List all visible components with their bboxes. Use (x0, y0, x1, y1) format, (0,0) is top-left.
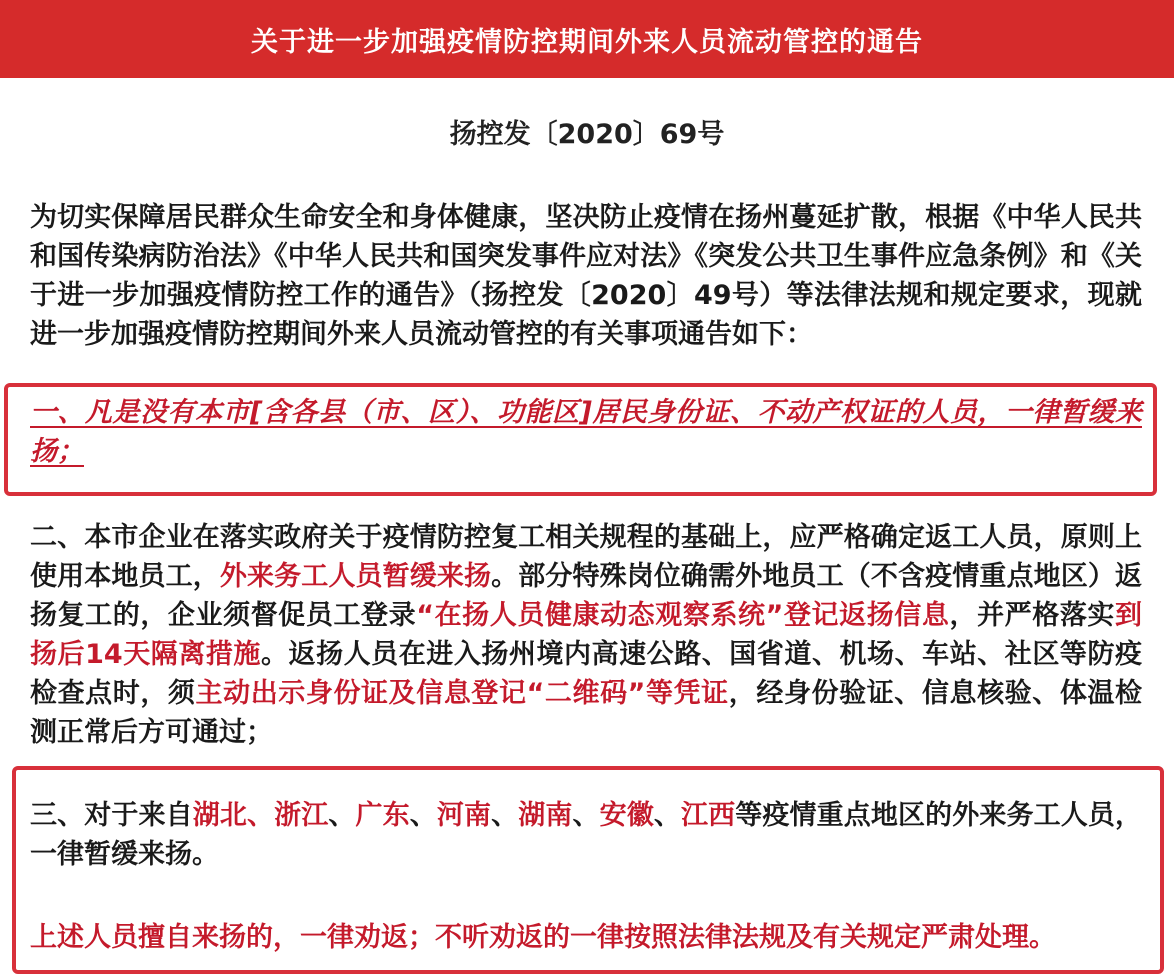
region-name: 安徽 (599, 800, 654, 831)
item2-text: ，经身份验证、信息核验、体温检测正常后方可通过； (30, 678, 1143, 748)
document-number: 扬控发〔2020〕69号 (449, 119, 725, 150)
region-name: 浙江 (274, 800, 329, 831)
region-separator: 、 (409, 800, 437, 831)
item2-paragraph (30, 518, 1142, 752)
item2-highlight: 主动出示身份证及信息登记“二维码”等凭证 (195, 678, 729, 709)
notice-title: 关于进一步加强疫情防控期间外来人员流动管控的通告 (251, 26, 923, 58)
region-name: 河南 (436, 800, 492, 831)
item1-paragraph: 一、凡是没有本市[含各县（市、区）、功能区]居民身份证、不动产权证的人员，一律暂缓来扬； (30, 397, 1142, 467)
region-separator: 、 (247, 800, 275, 831)
warning-paragraph: 上述人员擅自来扬的，一律劝返；不听劝返的一律按照法律法规及有关规定严肃处理。 (30, 922, 1056, 953)
item3-prefix: 三、对于来自 (30, 800, 193, 831)
region-separator: 、 (491, 800, 519, 831)
region-name: 湖北 (192, 800, 247, 831)
region-name: 广东 (355, 800, 410, 831)
region-separator: 、 (328, 800, 356, 831)
item2-highlight: “在扬人员健康动态观察系统”登记返扬信息 (416, 600, 950, 631)
item2-text: 。部分特殊岗位确需外地员工（不含疫情重点地区）返扬复工的，企业须督促员工登录 (30, 561, 1142, 631)
item2-highlight: 到扬后14天隔离措施 (30, 600, 1143, 670)
item2-text: 二、本市企业在落实政府关于疫情防控复工相关规程的基础上，应严格确定返工人员，原则上使用本地员工， (30, 522, 1142, 592)
intro-paragraph: 为切实保障居民群众生命安全和身体健康，坚决防止疫情在扬州蔓延扩散，根据《中华人民共和国传染病防治法》《中华人民共和国突发事件应对法》《突发公共卫生事件应急条例》和《关于进一步加强疫情防控工作的通告》（扬控发〔2020〕49号）等法律法规和规定要求，现就进一步加强疫情防控期间外来人员流动管控的有关事项通告如下： (30, 202, 1142, 350)
region-name: 江西 (681, 800, 736, 831)
item3-suffix: 等疫情重点地区的外来务工人员，一律暂缓来扬。 (30, 800, 1142, 870)
region-separator: 、 (572, 800, 600, 831)
item2-text: 。返扬人员在进入扬州境内高速公路、国省道、机场、车站、社区等防疫检查点时，须 (30, 639, 1142, 709)
item2-highlight: 外来务工人员暂缓来扬 (219, 561, 492, 592)
item2-text: ，并严格落实 (949, 600, 1116, 631)
item3-paragraph (30, 796, 1142, 874)
region-name: 湖南 (518, 800, 573, 831)
region-separator: 、 (653, 800, 681, 831)
notice-banner (0, 0, 1174, 78)
